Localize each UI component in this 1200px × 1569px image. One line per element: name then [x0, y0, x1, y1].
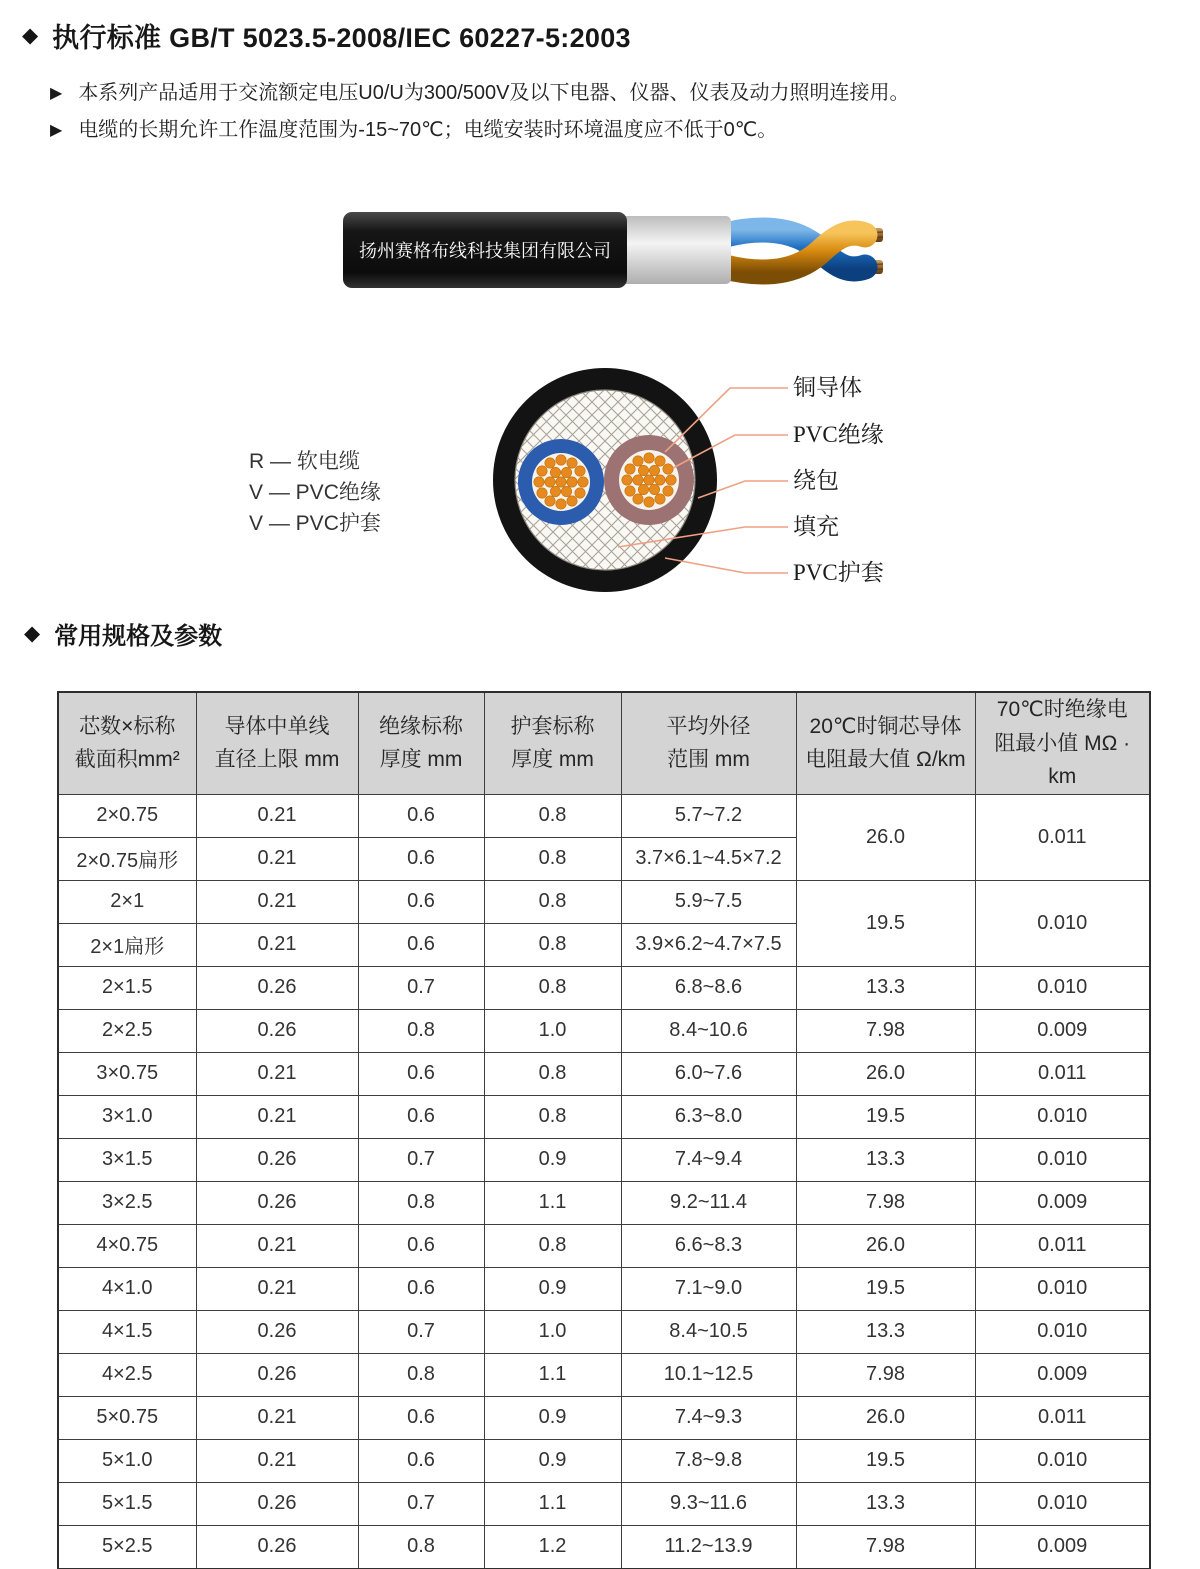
table-cell: 2×0.75扁形	[58, 837, 196, 880]
table-cell: 7.4~9.4	[621, 1138, 796, 1181]
legend-item-r: R — 软电缆	[249, 450, 360, 473]
header-row	[58, 692, 1150, 794]
table-cell: 3×0.75	[58, 1052, 196, 1095]
table-cell: 0.26	[196, 1009, 358, 1052]
table-cell: 0.21	[196, 880, 358, 923]
intro-bullet-1	[50, 80, 1150, 107]
table-row	[58, 1224, 1150, 1267]
table-cell: 0.011	[975, 1396, 1150, 1439]
table-cell: 0.010	[975, 1482, 1150, 1525]
table-cell: 0.009	[975, 1009, 1150, 1052]
table-cell: 3.7×6.1~4.5×7.2	[621, 837, 796, 880]
table-cell: 19.5	[796, 880, 975, 966]
table-cell: 0.009	[975, 1525, 1150, 1569]
table-cell: 0.8	[484, 880, 621, 923]
table-cell: 8.4~10.5	[621, 1310, 796, 1353]
table-cell: 0.26	[196, 1482, 358, 1525]
table-cell: 1.1	[484, 1353, 621, 1396]
table-cell: 0.009	[975, 1353, 1150, 1396]
table-cell: 0.9	[484, 1267, 621, 1310]
table-row	[58, 1009, 1150, 1052]
table-row	[58, 1525, 1150, 1569]
table-cell: 0.7	[358, 1482, 484, 1525]
table-cell: 0.7	[358, 1310, 484, 1353]
table-cell: 7.1~9.0	[621, 1267, 796, 1310]
table-cell: 0.8	[484, 1224, 621, 1267]
table-cell: 8.4~10.6	[621, 1009, 796, 1052]
table-cell: 19.5	[796, 1439, 975, 1482]
spec-table-body	[58, 794, 1150, 1569]
table-row	[58, 1138, 1150, 1181]
table-cell: 0.8	[358, 1181, 484, 1224]
table-cell: 0.011	[975, 794, 1150, 880]
table-cell: 0.6	[358, 1224, 484, 1267]
table-cell: 7.98	[796, 1181, 975, 1224]
intro-text-1: 本系列产品适用于交流额定电压U0/U为300/500V及以下电器、仪器、仪表及动力照明连接用。	[78, 82, 910, 104]
table-cell: 0.26	[196, 1181, 358, 1224]
table-cell: 0.9	[484, 1396, 621, 1439]
table-cell: 0.26	[196, 1310, 358, 1353]
table-cell: 7.98	[796, 1353, 975, 1396]
table-cell: 9.2~11.4	[621, 1181, 796, 1224]
table-cell: 0.9	[484, 1138, 621, 1181]
table-row	[58, 1310, 1150, 1353]
table-row	[58, 1181, 1150, 1224]
table-cell: 3×1.5	[58, 1138, 196, 1181]
table-cell: 2×1	[58, 880, 196, 923]
column-header-insulation-thickness: 绝缘标称 厚度 mm	[358, 692, 484, 794]
page-title: 执行标准 GB/T 5023.5-2008/IEC 60227-5:2003	[52, 23, 631, 53]
table-cell: 0.6	[358, 794, 484, 837]
table-cell: 3×2.5	[58, 1181, 196, 1224]
table-row	[58, 1439, 1150, 1482]
table-cell: 0.010	[975, 1267, 1150, 1310]
table-cell: 0.010	[975, 966, 1150, 1009]
table-cell: 0.21	[196, 1439, 358, 1482]
label-pvc-insulation: PVC绝缘	[793, 422, 884, 447]
table-cell: 7.98	[796, 1525, 975, 1569]
table-cell: 1.0	[484, 1009, 621, 1052]
column-header-sheath-thickness: 护套标称 厚度 mm	[484, 692, 621, 794]
triangle-bullet-icon: ▶	[50, 85, 63, 102]
table-cell: 0.26	[196, 1353, 358, 1396]
cable-photo	[343, 208, 883, 292]
cable-brand-text: 扬州赛格布线科技集团有限公司	[359, 241, 611, 261]
table-cell: 0.6	[358, 1396, 484, 1439]
intro-bullet-2	[50, 117, 1150, 144]
table-cell: 0.009	[975, 1181, 1150, 1224]
table-cell: 0.9	[484, 1439, 621, 1482]
table-cell: 5×0.75	[58, 1396, 196, 1439]
table-cell: 0.7	[358, 966, 484, 1009]
table-cell: 6.3~8.0	[621, 1095, 796, 1138]
table-cell: 6.6~8.3	[621, 1224, 796, 1267]
table-row	[58, 966, 1150, 1009]
table-cell: 0.8	[484, 837, 621, 880]
table-cell: 0.6	[358, 1439, 484, 1482]
table-cell: 0.010	[975, 1095, 1150, 1138]
specs-header	[24, 616, 222, 651]
table-cell: 0.010	[975, 1310, 1150, 1353]
table-cell: 4×0.75	[58, 1224, 196, 1267]
cross-section-diagram	[492, 360, 802, 604]
table-cell: 2×0.75	[58, 794, 196, 837]
table-cell: 13.3	[796, 1138, 975, 1181]
table-cell: 0.010	[975, 880, 1150, 966]
table-cell: 5×1.0	[58, 1439, 196, 1482]
table-cell: 3×1.0	[58, 1095, 196, 1138]
table-row	[58, 1396, 1150, 1439]
diamond-icon: ◆	[22, 24, 39, 47]
code-legend	[249, 446, 381, 539]
table-cell: 4×2.5	[58, 1353, 196, 1396]
table-row	[58, 880, 1150, 923]
table-cell: 0.7	[358, 1138, 484, 1181]
table-cell: 0.21	[196, 837, 358, 880]
table-cell: 0.8	[358, 1525, 484, 1569]
table-cell: 7.4~9.3	[621, 1396, 796, 1439]
table-cell: 26.0	[796, 1396, 975, 1439]
table-cell: 5.7~7.2	[621, 794, 796, 837]
table-cell: 0.6	[358, 923, 484, 966]
table-cell: 5.9~7.5	[621, 880, 796, 923]
brown-core	[604, 435, 694, 525]
table-cell: 1.0	[484, 1310, 621, 1353]
diamond-icon: ◆	[24, 622, 41, 645]
table-cell: 2×2.5	[58, 1009, 196, 1052]
table-cell: 1.2	[484, 1525, 621, 1569]
blue-core	[518, 439, 604, 525]
table-cell: 5×2.5	[58, 1525, 196, 1569]
table-cell: 0.6	[358, 880, 484, 923]
table-cell: 7.98	[796, 1009, 975, 1052]
spec-table	[57, 691, 1151, 1569]
label-wrapping: 绕包	[793, 468, 839, 493]
table-cell: 0.21	[196, 1224, 358, 1267]
table-cell: 0.8	[358, 1353, 484, 1396]
table-cell: 26.0	[796, 1052, 975, 1095]
table-cell: 6.0~7.6	[621, 1052, 796, 1095]
table-cell: 19.5	[796, 1267, 975, 1310]
legend-item-v1: V — PVC绝缘	[249, 481, 381, 504]
table-cell: 7.8~9.8	[621, 1439, 796, 1482]
table-cell: 0.21	[196, 923, 358, 966]
table-cell: 0.21	[196, 1095, 358, 1138]
label-pvc-sheath: PVC护套	[793, 560, 884, 585]
table-cell: 0.011	[975, 1224, 1150, 1267]
column-header-outer-diameter: 平均外径 范围 mm	[621, 692, 796, 794]
table-cell: 0.26	[196, 1138, 358, 1181]
table-cell: 4×1.5	[58, 1310, 196, 1353]
label-copper-conductor: 铜导体	[793, 375, 862, 400]
table-cell: 0.21	[196, 1052, 358, 1095]
table-cell: 0.6	[358, 1095, 484, 1138]
table-row	[58, 1482, 1150, 1525]
table-cell: 10.1~12.5	[621, 1353, 796, 1396]
column-header-insulation-resistance: 70℃时绝缘电 阻最小值 MΩ · km	[975, 692, 1150, 794]
label-filler: 填充	[793, 514, 839, 539]
intro-section	[50, 80, 1150, 154]
table-cell: 2×1扁形	[58, 923, 196, 966]
table-cell: 0.8	[484, 1052, 621, 1095]
table-row	[58, 1267, 1150, 1310]
table-row	[58, 1353, 1150, 1396]
table-cell: 5×1.5	[58, 1482, 196, 1525]
table-cell: 9.3~11.6	[621, 1482, 796, 1525]
table-cell: 13.3	[796, 1310, 975, 1353]
binder-wrap	[621, 216, 731, 284]
table-row	[58, 794, 1150, 837]
table-cell: 0.8	[484, 966, 621, 1009]
table-cell: 0.011	[975, 1052, 1150, 1095]
table-row	[58, 1052, 1150, 1095]
table-cell: 11.2~13.9	[621, 1525, 796, 1569]
table-cell: 26.0	[796, 1224, 975, 1267]
table-cell: 1.1	[484, 1181, 621, 1224]
intro-text-2: 电缆的长期允许工作温度范围为-15~70℃；电缆安装时环境温度应不低于0℃。	[78, 119, 778, 141]
table-cell: 0.010	[975, 1439, 1150, 1482]
table-cell: 0.21	[196, 1396, 358, 1439]
column-header-wire-diameter: 导体中单线 直径上限 mm	[196, 692, 358, 794]
table-cell: 0.26	[196, 966, 358, 1009]
column-header-cores: 芯数×标称 截面积mm²	[58, 692, 196, 794]
table-cell: 0.8	[484, 794, 621, 837]
table-cell: 1.1	[484, 1482, 621, 1525]
table-cell: 0.8	[484, 1095, 621, 1138]
table-cell: 0.6	[358, 1052, 484, 1095]
table-cell: 0.8	[358, 1009, 484, 1052]
table-cell: 0.21	[196, 1267, 358, 1310]
table-cell: 26.0	[796, 794, 975, 880]
table-cell: 0.6	[358, 837, 484, 880]
table-cell: 2×1.5	[58, 966, 196, 1009]
triangle-bullet-icon: ▶	[50, 122, 63, 139]
specs-title: 常用规格及参数	[54, 623, 223, 650]
table-cell: 13.3	[796, 966, 975, 1009]
table-cell: 13.3	[796, 1482, 975, 1525]
table-cell: 0.26	[196, 1525, 358, 1569]
table-cell: 6.8~8.6	[621, 966, 796, 1009]
table-cell: 0.8	[484, 923, 621, 966]
legend-item-v2: V — PVC护套	[249, 512, 381, 535]
table-cell: 19.5	[796, 1095, 975, 1138]
column-header-conductor-resistance: 20℃时铜芯导体 电阻最大值 Ω/km	[796, 692, 975, 794]
table-cell: 0.6	[358, 1267, 484, 1310]
table-cell: 3.9×6.2~4.7×7.5	[621, 923, 796, 966]
table-cell: 0.21	[196, 794, 358, 837]
standard-header	[22, 16, 631, 55]
table-cell: 4×1.0	[58, 1267, 196, 1310]
table-cell: 0.010	[975, 1138, 1150, 1181]
table-row	[58, 1095, 1150, 1138]
